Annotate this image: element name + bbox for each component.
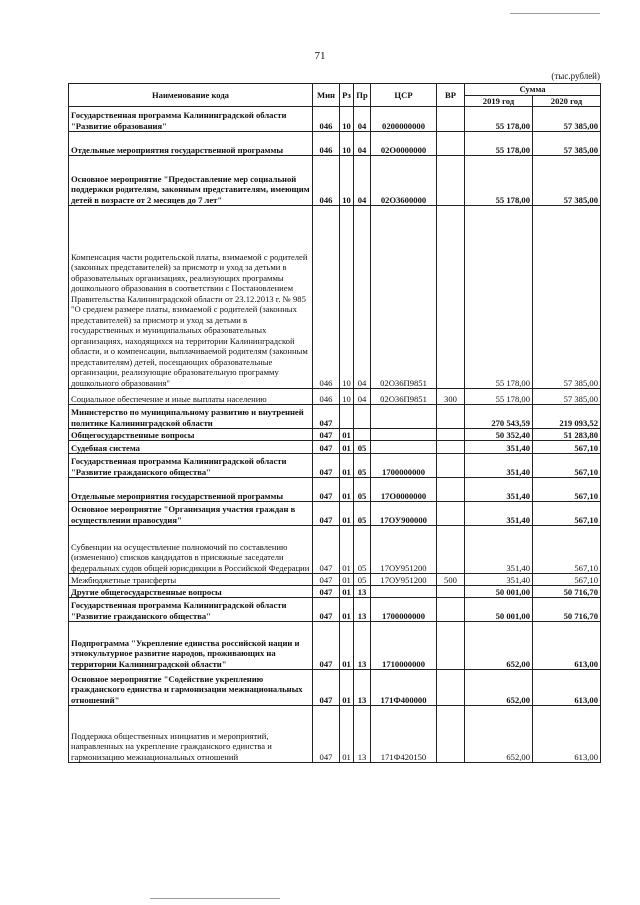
cell-pr [354,429,371,441]
cell-rz: 01 [340,478,354,502]
table-row [69,598,601,622]
cell-csr [371,441,437,454]
cell-rz: 01 [340,429,354,441]
cell-name: Субвенции на осуществление полномочий по составлению (изменению) списков кандидатов в присяжные заседатели федеральных судов общей юрисдикции в Российской Федерации [69,526,313,574]
cell-min: 047 [313,574,340,586]
cell-csr: 17ОУ951200 [371,574,437,586]
cell-min: 047 [313,706,340,763]
cell-rz: 01 [340,502,354,526]
cell-min: 047 [313,478,340,502]
cell-vr [437,526,465,574]
cell-min: 047 [313,441,340,454]
cell-2019: 50 001,00 [465,598,533,622]
cell-pr: 04 [354,132,371,156]
cell-csr: 17ОУ900000 [371,502,437,526]
cell-2020: 57 385,00 [533,156,601,206]
cell-csr: 02О36П9851 [371,206,437,389]
cell-pr: 05 [354,526,371,574]
cell-rz: 01 [340,622,354,670]
table-row [69,156,601,206]
table-row [69,478,601,502]
cell-pr: 13 [354,706,371,763]
unit-label: (тыс.рублей) [551,71,600,81]
cell-2019: 55 178,00 [465,107,533,132]
cell-vr [437,206,465,389]
cell-min: 047 [313,670,340,706]
cell-pr: 04 [354,206,371,389]
cell-rz: 10 [340,389,354,405]
cell-name: Государственная программа Калининградской области "Развитие образования" [69,107,313,132]
cell-name: Межбюджетные трансферты [69,574,313,586]
table-row [69,206,601,389]
cell-pr: 05 [354,441,371,454]
cell-name: Государственная программа Калининградской области "Развитие гражданского общества" [69,454,313,478]
cell-2020: 219 093,52 [533,405,601,429]
cell-name: Социальное обеспечение и иные выплаты населению [69,389,313,405]
cell-name: Компенсация части родительской платы, взимаемой с родителей (законных представителей) за присмотр и уход за детьми в образовательных организациях, реализующих программы дошкольного образования в соответствии с Постановлением Правительства Калининградской области от 23.12.2013 г. № 985 "О среднем размере платы, взимаемой с родителей (законных представителей) за присмотр и уход за детьми в государственных и муниципальных образовательных организациях, находящихся на территории Калининградской области, и о компенсации, выплачиваемой родителям (законным представителям) детей, посещающих образовательные организации, реализующие образовательную программу дошкольного образования" [69,206,313,389]
cell-rz: 10 [340,156,354,206]
cell-vr [437,156,465,206]
cell-vr [437,132,465,156]
cell-min: 046 [313,389,340,405]
cell-rz: 01 [340,526,354,574]
table-row [69,586,601,598]
cell-csr: 17О0000000 [371,478,437,502]
cell-2020: 57 385,00 [533,389,601,405]
cell-2019: 55 178,00 [465,206,533,389]
cell-2020: 567,10 [533,574,601,586]
cell-min: 046 [313,206,340,389]
cell-name: Основное мероприятие "Содействие укреплению гражданского единства и гармонизации межнациональных отношений" [69,670,313,706]
header-year-2019: 2019 год [465,95,533,107]
cell-pr: 04 [354,107,371,132]
cell-2019: 55 178,00 [465,389,533,405]
cell-2019: 351,40 [465,574,533,586]
cell-rz: 01 [340,670,354,706]
cell-vr [437,586,465,598]
cell-pr: 05 [354,502,371,526]
cell-2019: 50 352,40 [465,429,533,441]
cell-2020: 613,00 [533,706,601,763]
scan-artifact-top [510,13,600,14]
cell-2019: 351,40 [465,441,533,454]
cell-name: Отдельные мероприятия государственной программы [69,132,313,156]
cell-min: 047 [313,502,340,526]
header-min: Мин [313,84,340,107]
cell-rz: 01 [340,706,354,763]
cell-csr: 0200000000 [371,107,437,132]
cell-vr [437,502,465,526]
cell-2019: 50 001,00 [465,586,533,598]
cell-rz: 10 [340,132,354,156]
cell-csr: 17ОУ951200 [371,526,437,574]
cell-min: 046 [313,132,340,156]
cell-rz: 10 [340,107,354,132]
cell-min: 047 [313,598,340,622]
cell-csr: 171Ф420150 [371,706,437,763]
cell-2020: 567,10 [533,478,601,502]
header-row [69,84,601,96]
cell-pr: 13 [354,622,371,670]
cell-2020: 57 385,00 [533,107,601,132]
header-csr: ЦСР [371,84,437,107]
cell-pr: 13 [354,670,371,706]
cell-csr [371,429,437,441]
cell-2020: 57 385,00 [533,132,601,156]
cell-2019: 351,40 [465,502,533,526]
cell-2019: 55 178,00 [465,132,533,156]
cell-pr: 13 [354,586,371,598]
cell-min: 046 [313,156,340,206]
cell-vr [437,670,465,706]
cell-vr: 300 [437,389,465,405]
cell-vr [437,598,465,622]
cell-csr [371,586,437,598]
cell-vr [437,441,465,454]
cell-vr [437,478,465,502]
header-pr: Пр [354,84,371,107]
cell-csr: 1710000000 [371,622,437,670]
cell-csr: 1700000000 [371,454,437,478]
cell-name: Государственная программа Калининградской области "Развитие гражданского общества" [69,598,313,622]
table-row [69,706,601,763]
cell-2019: 652,00 [465,670,533,706]
cell-min: 047 [313,622,340,670]
cell-name: Поддержка общественных инициатив и мероприятий, направленных на укрепление гражданского единства и гармонизацию межнациональных отношений [69,706,313,763]
budget-table [68,83,601,763]
cell-name: Основное мероприятие "Предоставление мер социальной поддержки родителям, законным представителям, имеющим детей в возрасте от 2 месяцев до 7 лет" [69,156,313,206]
cell-2019: 351,40 [465,454,533,478]
cell-2019: 652,00 [465,706,533,763]
cell-pr: 04 [354,389,371,405]
cell-2020: 613,00 [533,622,601,670]
cell-min: 047 [313,429,340,441]
cell-name: Общегосударственные вопросы [69,429,313,441]
table-row [69,502,601,526]
cell-vr: 500 [437,574,465,586]
table-row [69,670,601,706]
cell-csr: 171Ф400000 [371,670,437,706]
cell-name: Подпрограмма "Укрепление единства российской нации и этнокультурное развитие народов, проживающих на территории Калининградской области" [69,622,313,670]
cell-2019: 55 178,00 [465,156,533,206]
cell-pr: 05 [354,574,371,586]
table-row [69,429,601,441]
table-row [69,441,601,454]
cell-pr [354,405,371,429]
cell-csr: 02О3600000 [371,156,437,206]
scan-artifact-bottom [150,898,280,899]
cell-vr [437,429,465,441]
cell-name: Другие общегосударственные вопросы [69,586,313,598]
cell-2019: 270 543,59 [465,405,533,429]
header-sum: Сумма [465,84,601,96]
cell-name: Министерство по муниципальному развитию и внутренней политике Калининградской области [69,405,313,429]
cell-csr: 1700000000 [371,598,437,622]
cell-vr [437,706,465,763]
cell-2019: 652,00 [465,622,533,670]
cell-rz: 01 [340,598,354,622]
cell-rz: 10 [340,206,354,389]
cell-2019: 351,40 [465,526,533,574]
cell-min: 046 [313,107,340,132]
cell-rz: 01 [340,574,354,586]
cell-pr: 05 [354,454,371,478]
cell-csr: 02О0000000 [371,132,437,156]
cell-pr: 04 [354,156,371,206]
cell-csr [371,405,437,429]
cell-min: 047 [313,586,340,598]
cell-2020: 567,10 [533,441,601,454]
cell-name: Основное мероприятие "Организация участия граждан в осуществлении правосудия" [69,502,313,526]
cell-2019: 351,40 [465,478,533,502]
cell-pr: 13 [354,598,371,622]
cell-vr [437,622,465,670]
cell-2020: 567,10 [533,454,601,478]
cell-2020: 51 283,80 [533,429,601,441]
cell-2020: 57 385,00 [533,206,601,389]
cell-rz: 01 [340,454,354,478]
cell-2020: 613,00 [533,670,601,706]
cell-rz: 01 [340,441,354,454]
cell-vr [437,454,465,478]
cell-2020: 50 716,70 [533,586,601,598]
table-row [69,622,601,670]
cell-vr [437,405,465,429]
cell-min: 047 [313,454,340,478]
cell-name: Судебная система [69,441,313,454]
table-row [69,405,601,429]
cell-rz: 01 [340,586,354,598]
cell-name: Отдельные мероприятия государственной программы [69,478,313,502]
page-number: 71 [314,50,326,62]
cell-csr: 02О36П9851 [371,389,437,405]
cell-min: 047 [313,405,340,429]
table-row [69,107,601,132]
cell-min: 047 [313,526,340,574]
header-year-2020: 2020 год [533,95,601,107]
table-row [69,526,601,574]
header-vr: ВР [437,84,465,107]
cell-2020: 567,10 [533,502,601,526]
table-row [69,389,601,405]
header-name: Наименование кода [69,84,313,107]
cell-rz [340,405,354,429]
cell-2020: 50 716,70 [533,598,601,622]
cell-2020: 567,10 [533,526,601,574]
cell-vr [437,107,465,132]
table-row [69,454,601,478]
table-row [69,132,601,156]
table-row [69,574,601,586]
header-rz: Рз [340,84,354,107]
cell-pr: 05 [354,478,371,502]
